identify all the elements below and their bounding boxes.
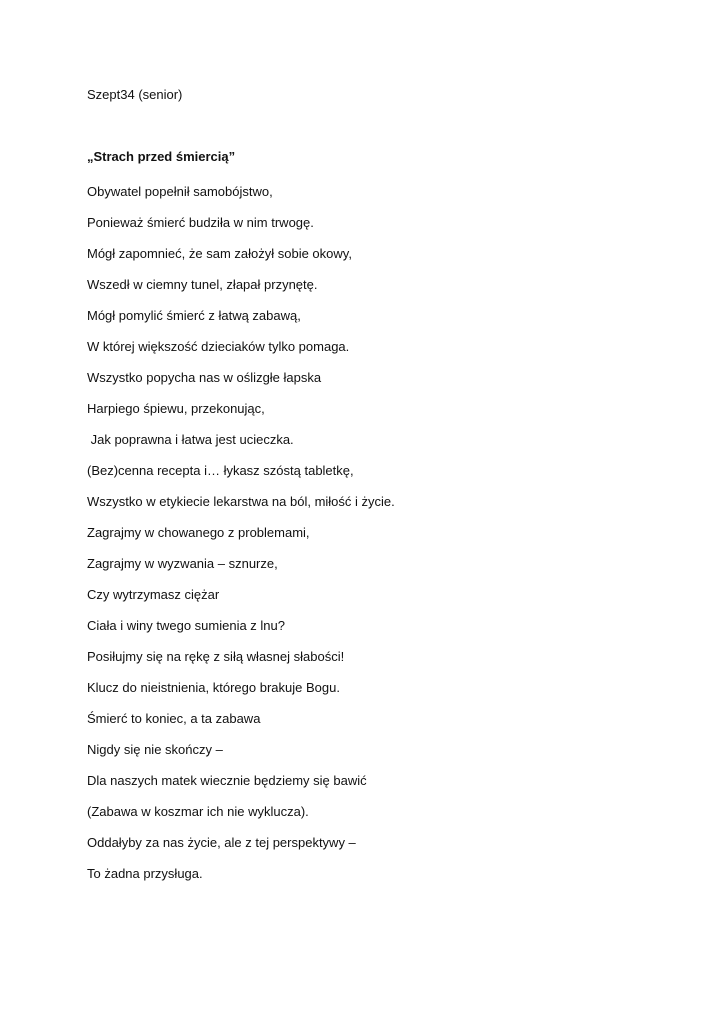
poem-line: Posiłujmy się na rękę z siłą własnej słabości! [87, 649, 345, 664]
poem-line: Oddałyby za nas życie, ale z tej perspektywy – [87, 835, 356, 850]
poem-line: Ciała i winy twego sumienia z lnu? [87, 618, 285, 633]
poem-line: To żadna przysługa. [87, 866, 203, 881]
poem-body [87, 183, 395, 896]
poem-line: Mógł pomylić śmierć z łatwą zabawą, [87, 308, 301, 323]
author-line: Szept34 (senior) [87, 87, 183, 102]
poem-line: Obywatel popełnił samobójstwo, [87, 184, 273, 199]
poem-title: „Strach przed śmiercią” [87, 149, 236, 164]
poem-line: (Bez)cenna recepta i… łykasz szóstą tabletkę, [87, 463, 354, 478]
poem-line: Wszystko w etykiecie lekarstwa na ból, miłość i życie. [87, 494, 395, 509]
poem-line: Klucz do nieistnienia, którego brakuje Bogu. [87, 680, 340, 695]
poem-line: (Zabawa w koszmar ich nie wyklucza). [87, 804, 309, 819]
poem-line: Mógł zapomnieć, że sam założył sobie okowy, [87, 246, 352, 261]
poem-line: Śmierć to koniec, a ta zabawa [87, 711, 261, 726]
poem-line: Zagrajmy w chowanego z problemami, [87, 525, 310, 540]
poem-line: Nigdy się nie skończy – [87, 742, 223, 757]
poem-line: Wszedł w ciemny tunel, złapał przynętę. [87, 277, 318, 292]
poem-line: Jak poprawna i łatwa jest ucieczka. [87, 432, 294, 447]
poem-line: Harpiego śpiewu, przekonując, [87, 401, 265, 416]
poem-line: Czy wytrzymasz ciężar [87, 587, 220, 602]
poem-line: Wszystko popycha nas w oślizgłe łapska [87, 370, 322, 385]
poem-line: Zagrajmy w wyzwania – sznurze, [87, 556, 278, 571]
poem-line: W której większość dzieciaków tylko pomaga. [87, 339, 350, 354]
poem-line: Dla naszych matek wiecznie będziemy się bawić [87, 773, 367, 788]
poem-line: Ponieważ śmierć budziła w nim trwogę. [87, 215, 314, 230]
